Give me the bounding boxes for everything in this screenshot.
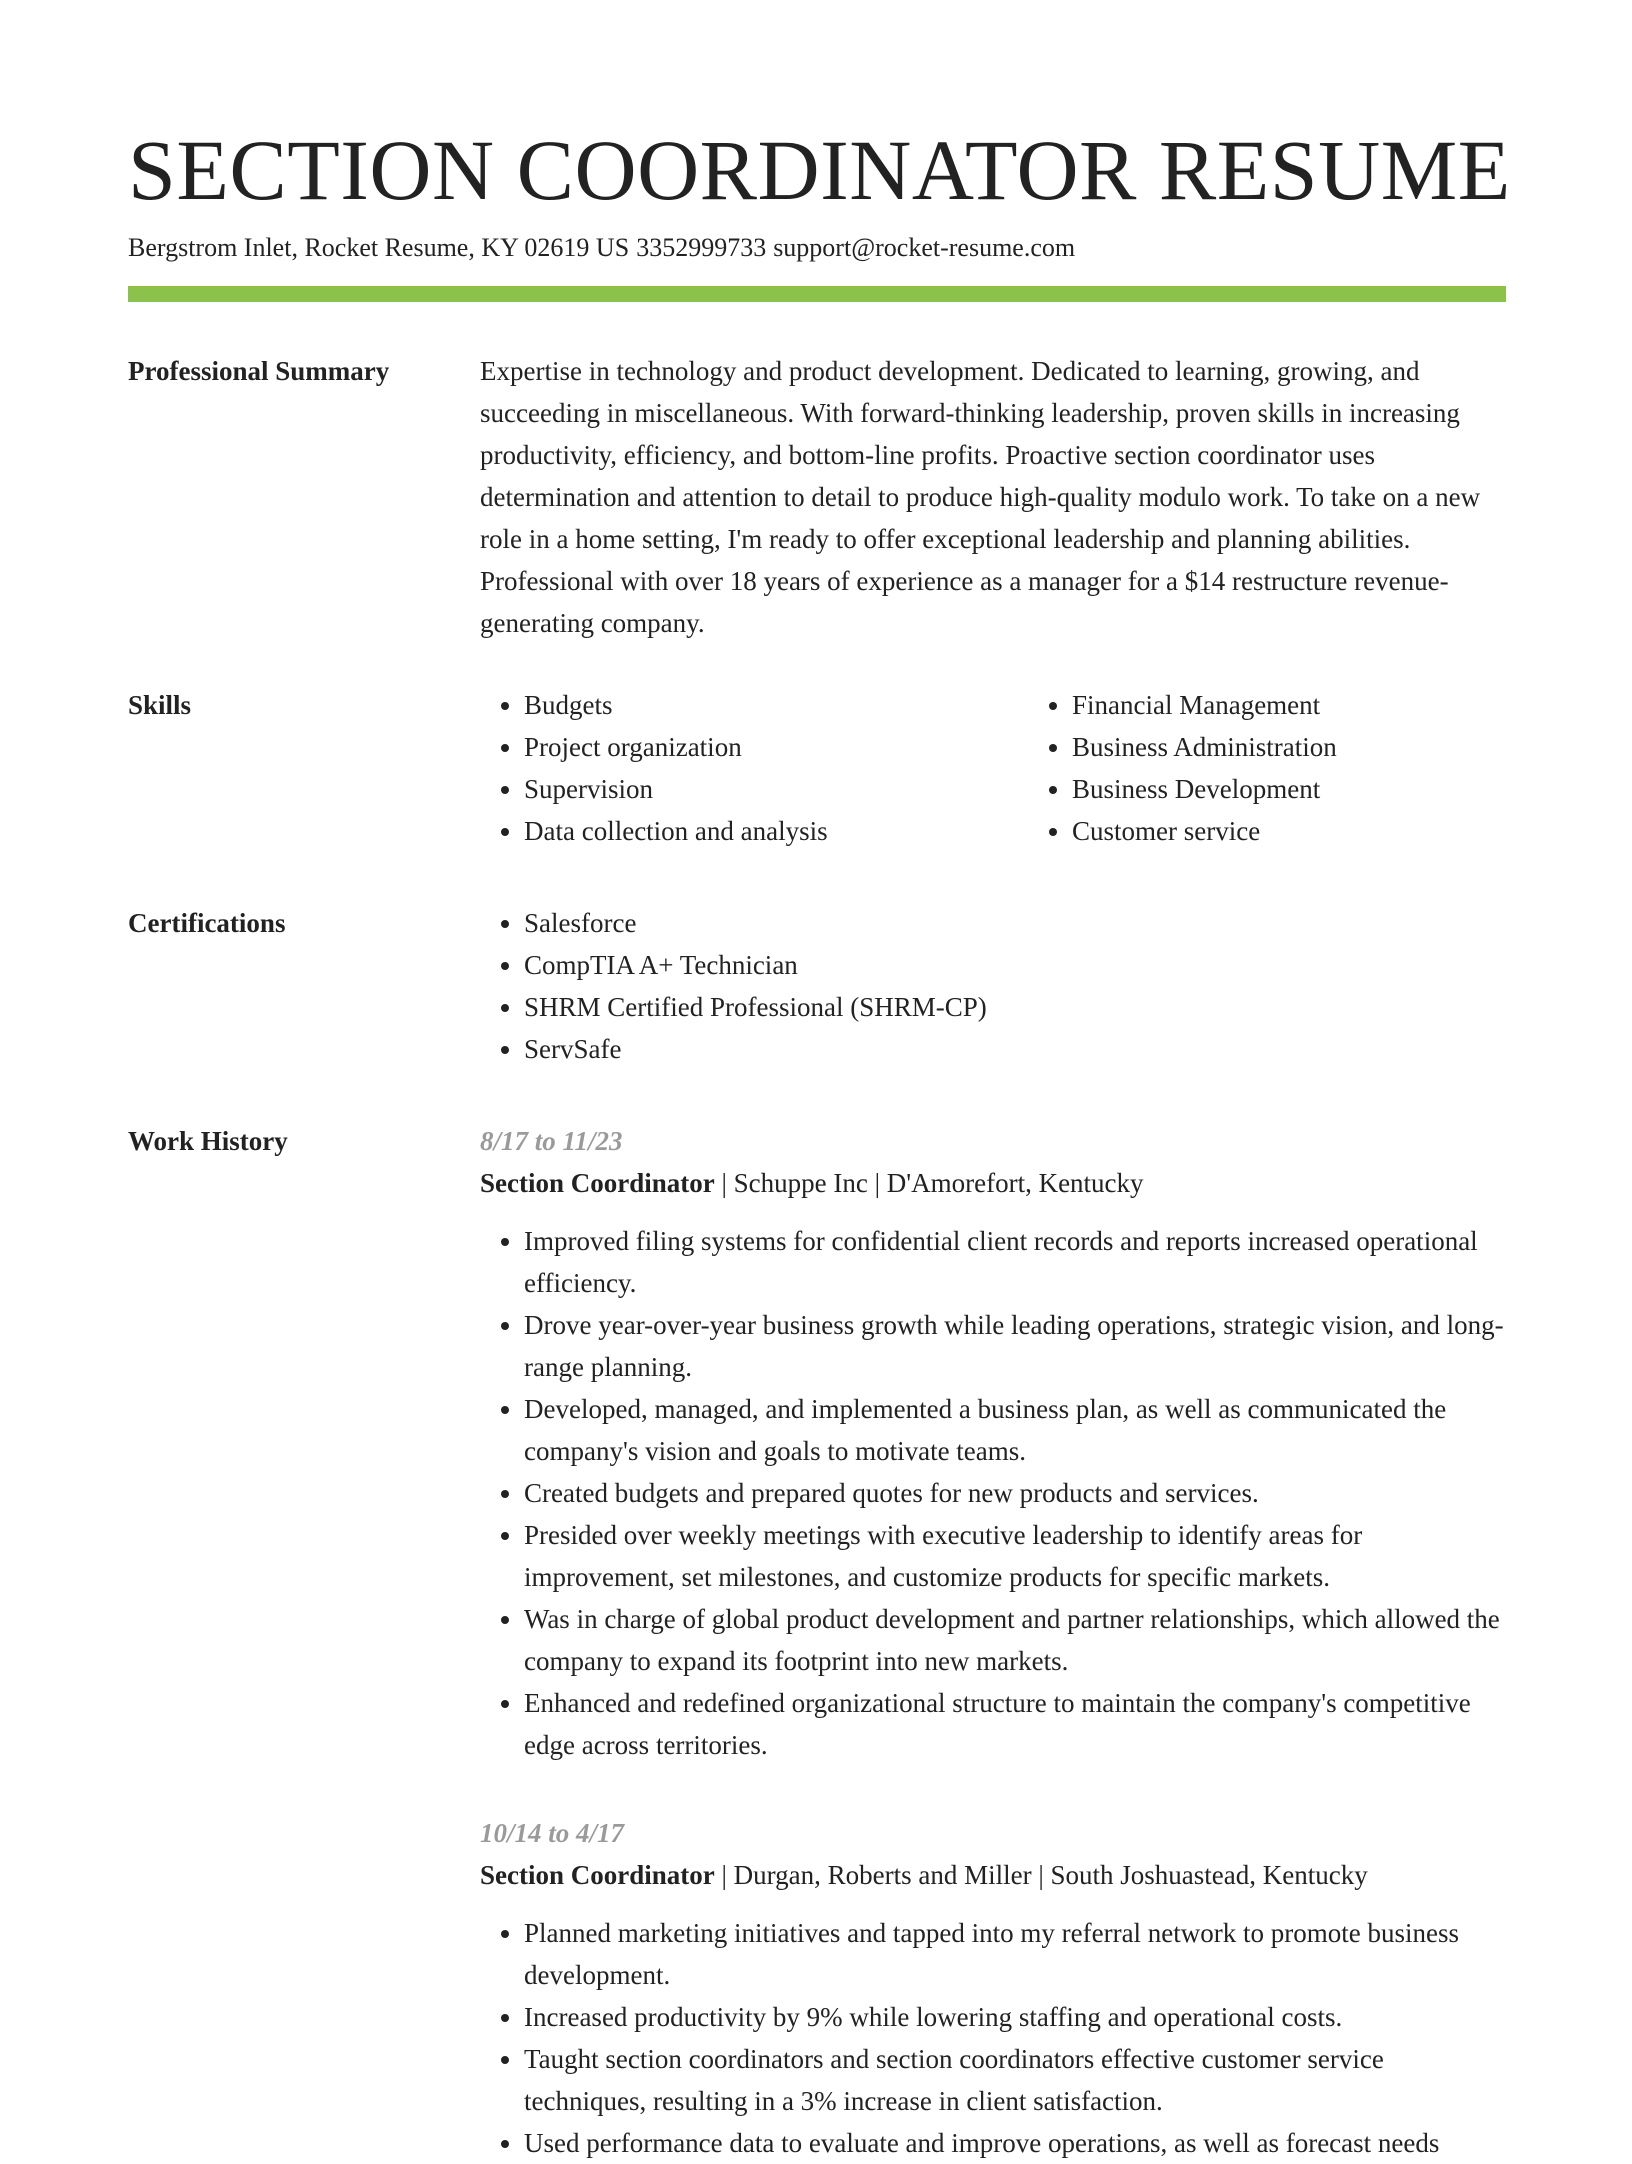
summary-text: Expertise in technology and product development. Dedicated to learning, growing, and succeeding in miscellaneous. With forward-thinking leadership, proven skills in increasing productivity, efficiency, and bottom-line profits. Proactive section coordinator uses determination and attention to detail to produce high-quality modulo work. To take on a new role in a home setting, I'm ready to offer exceptional leadership and planning abilities. Professional with over 18 years of experience as a manager for a $14 restructure revenue-generating company.	[480, 356, 1481, 638]
job-bullet: • Drove year-over-year business growth while leading operations, strategic vision, and long-range planning.	[524, 1304, 1506, 1388]
skills-column-1	[480, 684, 1028, 852]
skill-item: • Budgets	[524, 684, 1028, 726]
job-heading	[480, 1162, 1506, 1204]
job-bullet: • Developed, managed, and implemented a business plan, as well as communicated the company's vision and goals to motivate teams.	[524, 1388, 1506, 1472]
certification-item: • CompTIA A+ Technician	[524, 944, 1506, 986]
job-entry	[480, 1812, 1506, 2164]
job-dates: 10/14 to 4/17	[480, 1818, 625, 1848]
skill-item: • Supervision	[524, 768, 1028, 810]
section-work-history	[128, 1120, 1506, 2164]
certifications-list	[480, 902, 1506, 1070]
job-bullet: • Presided over weekly meetings with executive leadership to identify areas for improvement, set milestones, and customize products for specific markets.	[524, 1514, 1506, 1598]
skills-column-2	[1028, 684, 1576, 852]
job-bullet: • Taught section coordinators and section coordinators effective customer service techniques, resulting in a 3% increase in client satisfaction.	[524, 2038, 1506, 2122]
certification-item: • Salesforce	[524, 902, 1506, 944]
job-bullets	[480, 1912, 1506, 2164]
resume-title: SECTION COORDINATOR RESUME	[128, 122, 1511, 218]
section-title-work-history: Work History	[128, 1126, 288, 1156]
job-details: | Durgan, Roberts and Miller | South Joshuastead, Kentucky	[714, 1860, 1368, 1890]
skill-item: • Business Administration	[1072, 726, 1576, 768]
header-divider	[128, 286, 1506, 302]
job-role: Section Coordinator	[480, 1860, 715, 1890]
section-skills	[128, 684, 1506, 852]
job-bullet: • Created budgets and prepared quotes for new products and services.	[524, 1472, 1506, 1514]
job-details: | Schuppe Inc | D'Amorefort, Kentucky	[714, 1168, 1144, 1198]
contact-phone: 3352999733	[636, 233, 767, 262]
contact-address: Bergstrom Inlet, Rocket Resume, KY 02619 US	[128, 233, 630, 262]
section-professional-summary	[128, 350, 1506, 644]
skill-item: • Data collection and analysis	[524, 810, 1028, 852]
resume-page	[128, 120, 1511, 2164]
skill-item: • Project organization	[524, 726, 1028, 768]
job-bullet: • Used performance data to evaluate and improve operations, as well as forecast needs	[524, 2122, 1506, 2164]
section-title-summary: Professional Summary	[128, 356, 390, 386]
job-bullet: • Planned marketing initiatives and tapped into my referral network to promote business development.	[524, 1912, 1506, 1996]
section-title-skills: Skills	[128, 690, 192, 720]
certification-item: • ServSafe	[524, 1028, 1506, 1070]
skill-item: • Financial Management	[1072, 684, 1576, 726]
section-title-certifications: Certifications	[128, 908, 286, 938]
job-bullets	[480, 1220, 1506, 1766]
contact-line	[128, 230, 1506, 266]
contact-email: support@rocket-resume.com	[773, 233, 1076, 262]
skill-item: • Customer service	[1072, 810, 1576, 852]
job-role: Section Coordinator	[480, 1168, 715, 1198]
job-bullet: • Improved filing systems for confidential client records and reports increased operational efficiency.	[524, 1220, 1506, 1304]
job-bullet: • Enhanced and redefined organizational structure to maintain the company's competitive edge across territories.	[524, 1682, 1506, 1766]
job-entry	[480, 1120, 1506, 1766]
job-bullet: • Increased productivity by 9% while lowering staffing and operational costs.	[524, 1996, 1506, 2038]
certification-item: • SHRM Certified Professional (SHRM-CP)	[524, 986, 1506, 1028]
job-dates: 8/17 to 11/23	[480, 1126, 623, 1156]
job-bullet: • Was in charge of global product development and partner relationships, which allowed the company to expand its footprint into new markets.	[524, 1598, 1506, 1682]
skill-item: • Business Development	[1072, 768, 1576, 810]
section-certifications	[128, 902, 1506, 1070]
job-heading	[480, 1854, 1506, 1896]
